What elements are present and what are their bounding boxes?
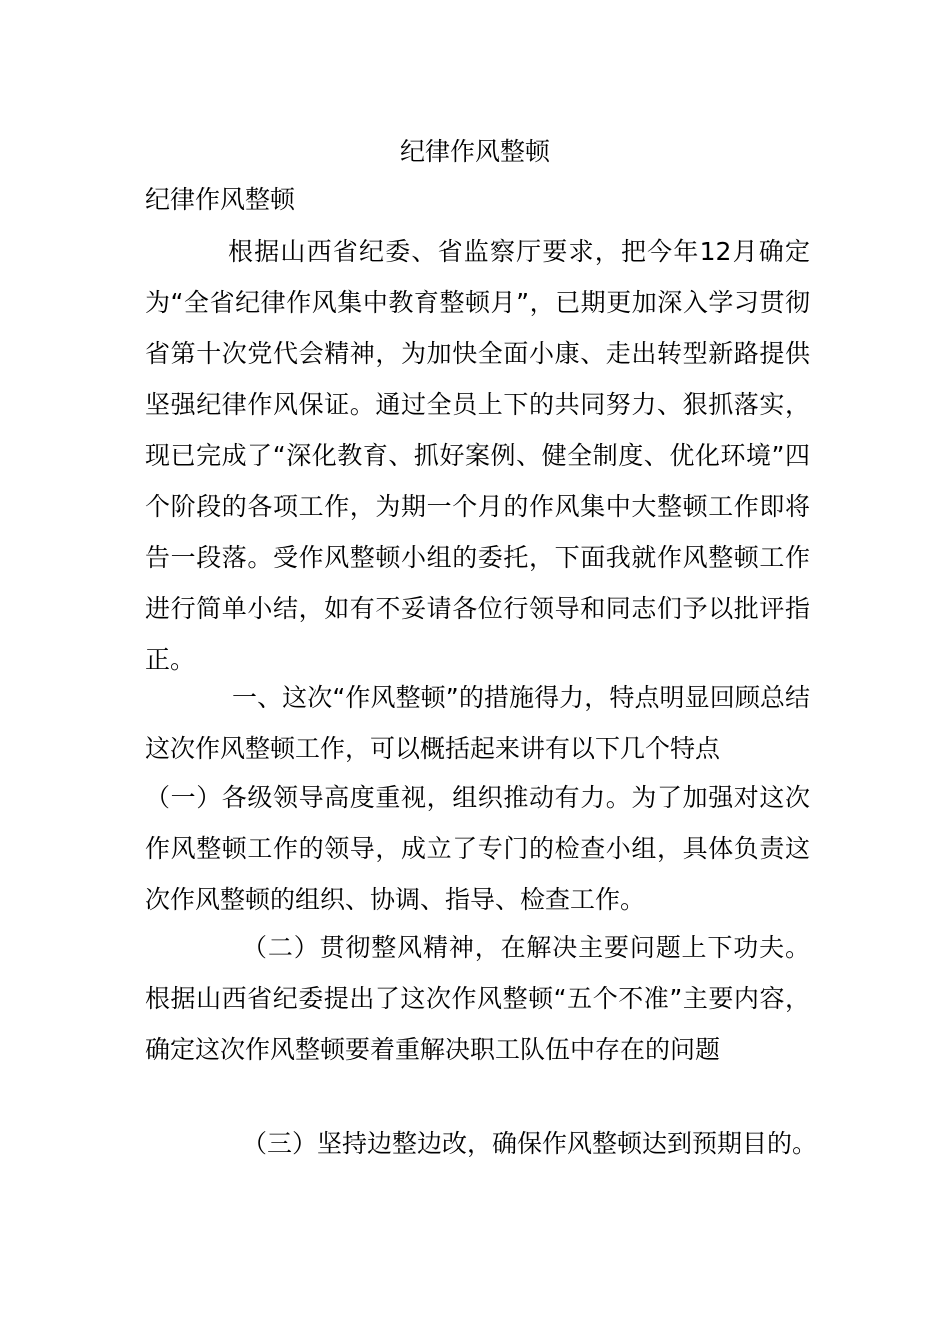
paragraph-point-three: （三）坚持边整边改，确保作风整顿达到预期目的。 [242,1129,818,1158]
document-title: 纪律作风整顿 [399,137,550,166]
paragraph-point-one: （一）各级领导高度重视，组织推动有力。为了加强对这次作风整顿工作的领导，成立了专门的检查小组，具体负责这次作风整顿的组织、协调、指导、检查工作。 [145,783,810,914]
document-subtitle: 纪律作风整顿 [145,185,296,214]
paragraph-intro: 根据山西省纪委、省监察厅要求，把今年12月确定为“全省纪律作风集中教育整顿月”，已期更加深入学习贯彻省第十次党代会精神，为加快全面小康、走出转型新路提供坚强纪律作风保证。通过全员上下的共同努力、狠抓落实，现已完成了“深化教育、抓好案例、健全制度、优化环境”四个阶段的各项工作，为期一个月的作风集中大整顿工作即将告一段落。受作风整顿小组的委托，下面我就作风整顿工作进行简单小结，如有不妥请各位行领导和同志们予以批评指正。 [145,237,810,674]
paragraph-point-two: （二）贯彻整风精神，在解决主要问题上下功夫。根据山西省纪委提出了这次作风整顿“五个不准”主要内容，确定这次作风整顿要着重解决职工队伍中存在的问题 [145,933,810,1064]
paragraph-section-one: 一、这次“作风整顿”的措施得力，特点明显回顾总结这次作风整顿工作，可以概括起来讲有以下几个特点 [145,683,810,763]
